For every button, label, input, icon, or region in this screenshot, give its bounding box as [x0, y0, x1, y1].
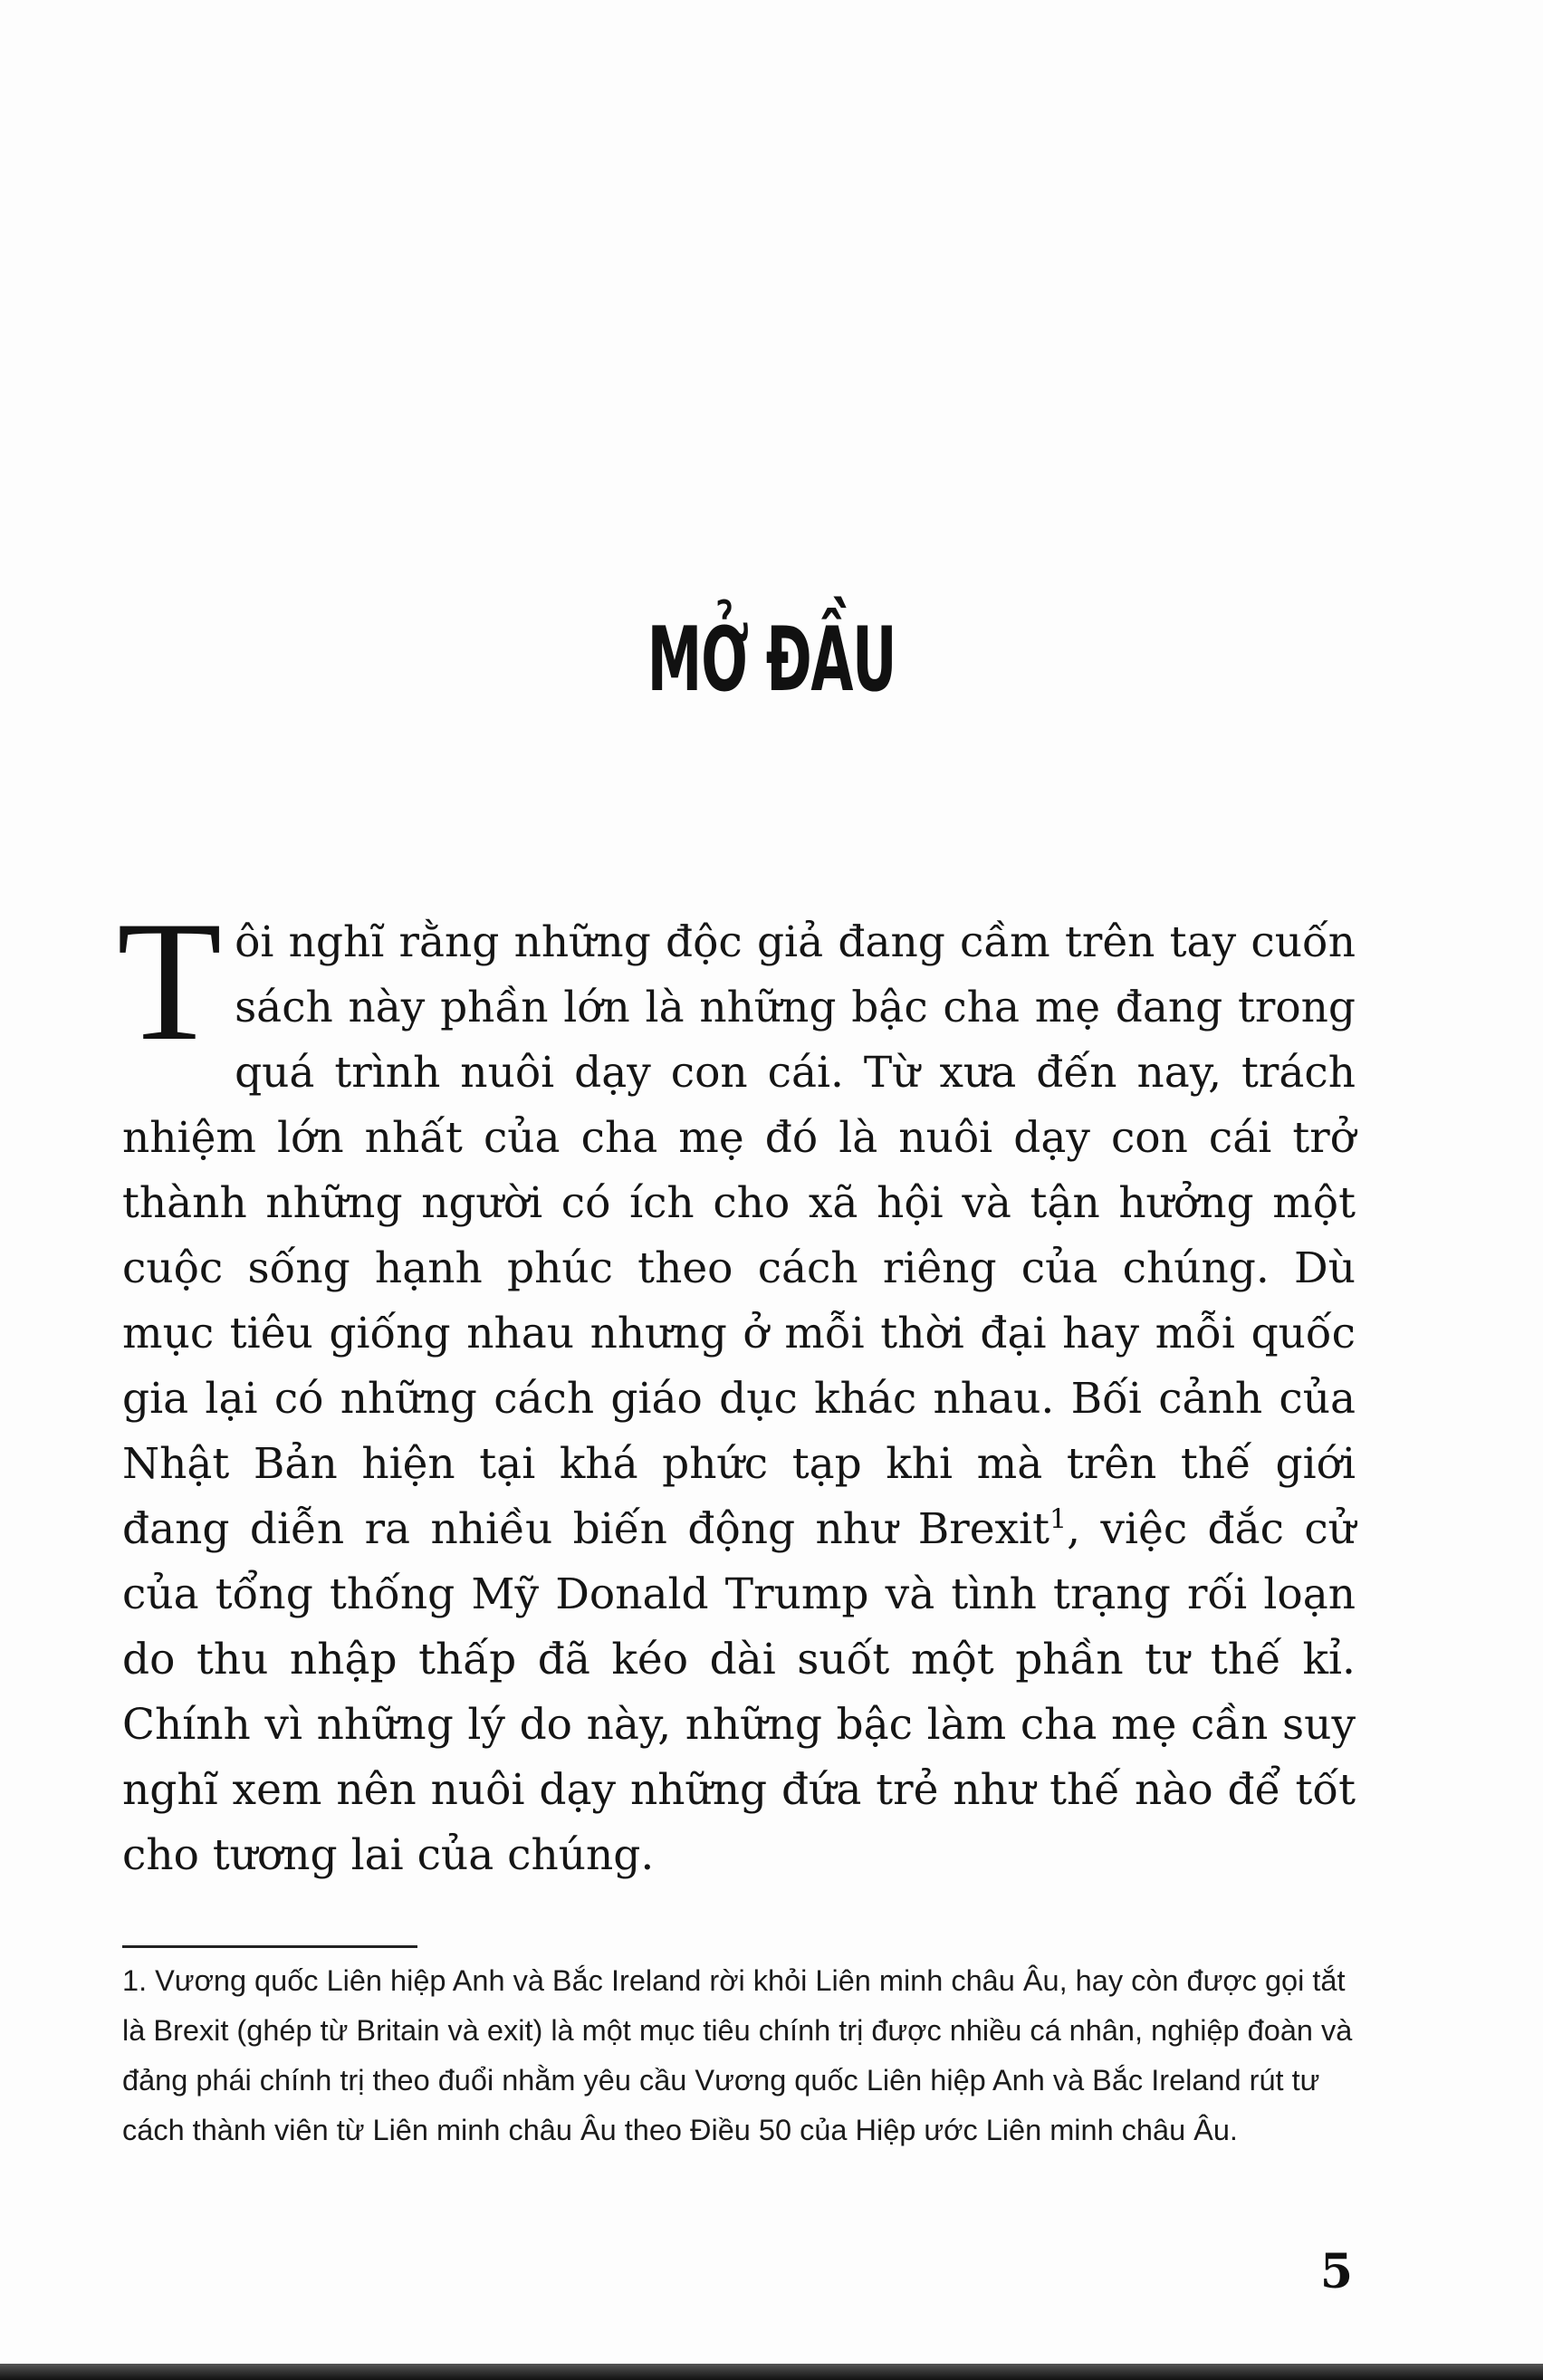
body-text-part-1: ôi nghĩ rằng những độc giả đang cầm trên tay cuốn sách này phần lớn là những bậc cha mẹ đang trong quá trình nuôi dạy con cái. Từ xưa đến nay, trách nhiệm lớn nhất của cha mẹ đó là nuôi dạy con cái trở thành những người có ích cho xã hội và tận hưởng một cuộc sống hạnh phúc theo cách riêng của chúng. Dù mục tiêu giống nhau nhưng ở mỗi thời đại hay mỗi quốc gia lại có những cách giáo dục khác nhau. Bối cảnh của Nhật Bản hiện tại khá phức tạp khi mà trên thế giới đang diễn ra nhiều biến động như Brexit	[122, 917, 1356, 1554]
footnote-divider	[122, 1945, 417, 1948]
page-number: 5	[1319, 2244, 1353, 2299]
footnote-reference: 1	[1049, 1503, 1068, 1536]
drop-cap: T	[117, 887, 223, 1077]
footnote: 1. Vương quốc Liên hiệp Anh và Bắc Ireland rời khỏi Liên minh châu Âu, hay còn được gọi tắt là Brexit (ghép từ Britain và exit) là một mục tiêu chính trị được nhiều cá nhân, nghiệp đoàn và đảng phái chính trị theo đuổi nhằm yêu cầu Vương quốc Liên hiệp Anh và Bắc Ireland rút tư cách thành viên từ Liên minh châu Âu theo Điều 50 của Hiệp ước Liên minh châu Âu.	[122, 1964, 1353, 2146]
page-bottom-edge	[0, 2364, 1543, 2380]
chapter-title: MỞ ĐẦU	[647, 609, 896, 712]
body-paragraph	[117, 887, 1356, 1888]
body-text-part-2: , việc đắc cử của tổng thống Mỹ Donald Trump và tình trạng rối loạn do thu nhập thấp đã kéo dài suốt một phần tư thế kỉ. Chính vì những lý do này, những bậc làm cha mẹ cần suy nghĩ xem nên nuôi dạy những đứa trẻ như thế nào để tốt cho tương lai của chúng.	[122, 1504, 1356, 1880]
